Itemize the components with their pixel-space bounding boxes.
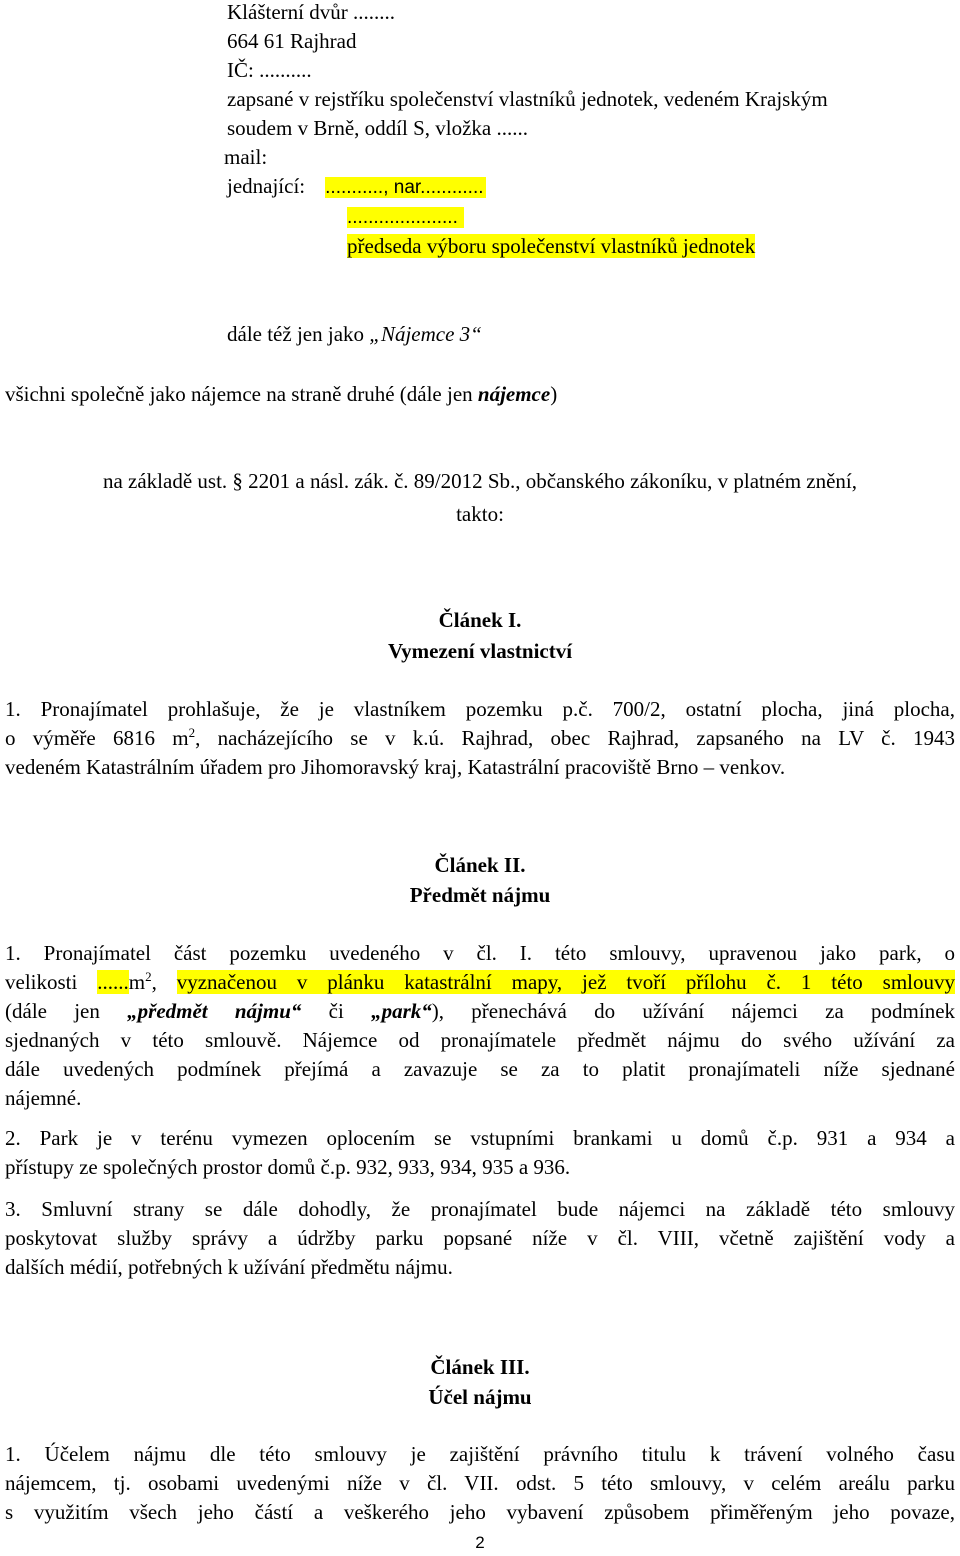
article-1-number: Článek I.	[438, 608, 522, 632]
tenant-term: nájemce	[477, 382, 551, 406]
address-line: Klášterní dvůr ........	[227, 0, 395, 24]
article-1-paragraph-1: 1. Pronajímatel prohlašuje, že je vlastníkem pozemku p.č. 700/2, ostatní plocha, jiná plocha, o výměře 6816 $m^2$, nacházejícího se v k.ú. Rajhrad, obec Rajhrad, zapsaného na LV č. 1943 vedeném Katastrálním úřadem pro Jihomoravský kraj, Katastrální pracoviště Brno – venkov.	[5, 697, 955, 779]
article-2-paragraph-2: 2. Park je v terénu vymezen oplocením se vstupními brankami u domů č.p. 931 a 934 a přístupy ze společných prostor domů č.p. 932, 933, 934, 935 a 936.	[5, 1126, 955, 1179]
article-2-paragraph-1: 1. Pronajímatel část pozemku uvedeného v čl. I. této smlouvy, upravenou jako park, o velikosti $......m^2$, vyznačenou v plánku katastrální mapy, jež tvoří přílohu č. 1 této smlouvy (dále jen „předmět nájmu“ či „park“), přenechává do užívání nájemci za podmínek sjednaných v této smlouvě. Nájemce od pronajímatele předmět nájmu do svého užívání za dále uvedených podmínek přejímá a zavazuje se za to platit pronajímateli níže sjednané nájemné.	[5, 941, 956, 1110]
article-2-paragraph-3: 3. Smluvní strany se dále dohodly, že pronajímatel bude nájemci na základě této smlouvy poskytovat služby správy a údržby parku popsané níže v čl. VIII, včetně zajištění vody a dalších médií, potřebných k užívání předmětu nájmu.	[5, 1197, 955, 1279]
term-park: „park“	[371, 999, 432, 1023]
article-3-title: Účel nájmu	[428, 1385, 532, 1409]
page-number: 2	[475, 1533, 485, 1552]
party-header	[224, 0, 828, 261]
acting-value: ..........., nar............	[325, 177, 484, 198]
all-tenants-line: všichni společně jako nájemce na straně druhé (dále jen nájemce)	[5, 382, 558, 406]
tenant3-name: „Nájemce 3“	[369, 322, 482, 346]
registry-line: zapsané v rejstříku společenství vlastníků jednotek, vedeném Krajským	[227, 87, 828, 111]
article-2-title: Předmět nájmu	[409, 883, 551, 907]
term-subject: „předmět nájmu“	[127, 999, 302, 1023]
article-2-number: Článek II.	[434, 853, 526, 877]
article-3-paragraph-1: 1. Účelem nájmu dle této smlouvy je zajištění právního titulu k trávení volného času nájemcem, tj. osobami uvedenými níže v čl. VII. odst. 5 této smlouvy, v celém areálu parku s využitím všech jeho částí a veškerého jeho vybavení způsobem přiměřeným jeho povaze,	[5, 1442, 955, 1524]
acting-line	[227, 172, 828, 202]
acting-dots: .....................	[347, 207, 464, 228]
article-3-number: Článek III.	[430, 1355, 530, 1379]
article-1-title: Vymezení vlastnictví	[387, 639, 573, 663]
legal-basis: na základě ust. § 2201 a násl. zák. č. 89/2012 Sb., občanského zákoníku, v platném znění, takto:	[102, 469, 858, 526]
ico-line: IČ: ..........	[227, 58, 312, 82]
annex-highlight: vyznačenou v plánku katastrální mapy, jež tvoří přílohu č. 1 této smlouvy	[176, 970, 956, 994]
acting-label: jednající:	[227, 174, 306, 198]
mail-line: mail:	[224, 145, 268, 169]
registry-line-2: soudem v Brně, oddíl S, vložka ......	[227, 116, 528, 140]
tenant3-line: dále též jen jako „Nájemce 3“	[227, 322, 482, 346]
chairman-role: předseda výboru společenství vlastníků jednotek	[347, 234, 756, 258]
postal-line: 664 61 Rajhrad	[227, 29, 357, 53]
